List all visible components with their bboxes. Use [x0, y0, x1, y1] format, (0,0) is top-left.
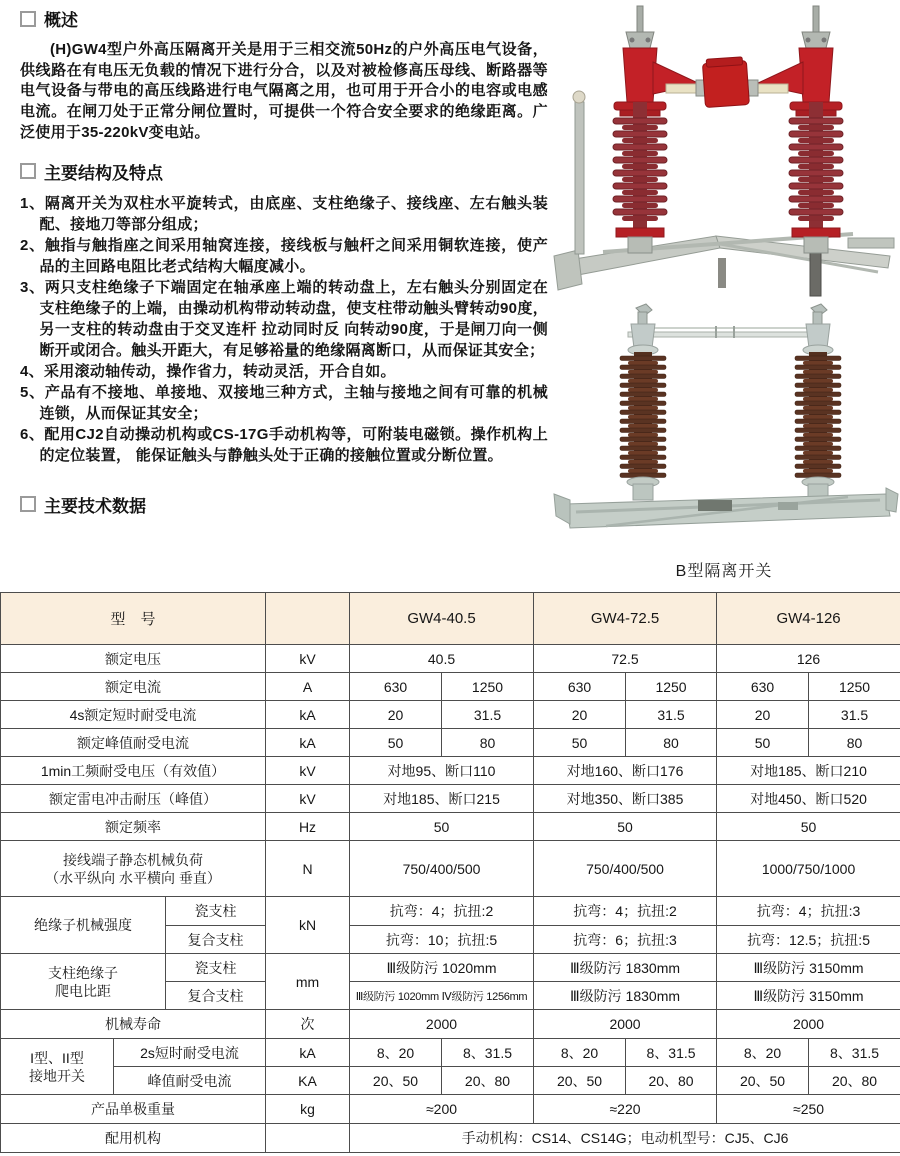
cell-value: 抗弯：12.5；抗扭:5 — [717, 926, 900, 954]
cell-value: 50 — [717, 729, 809, 757]
cell-value: 20、80 — [442, 1067, 534, 1095]
cell-value: Ⅲ级防污 3150mm — [717, 954, 900, 982]
cell-value: Ⅲ级防污 1830mm — [534, 954, 717, 982]
cell-value: Ⅲ级防污 1020mm — [350, 954, 534, 982]
cell-value: 40.5 — [350, 645, 534, 673]
photo-type-b-switch — [548, 298, 900, 556]
cell-value: 1000/750/1000 — [717, 841, 900, 897]
row-label — [1, 954, 166, 1010]
cell-value: 1250 — [809, 673, 900, 701]
cell-value: 80 — [626, 729, 717, 757]
table-row — [1, 813, 900, 841]
row-label-line1: 支柱绝缘子 — [48, 964, 118, 981]
table-row — [1, 841, 900, 897]
table-row — [1, 954, 900, 982]
row-unit: kA — [266, 1039, 350, 1067]
row-label: 绝缘子机械强度 — [1, 897, 166, 954]
row-label-line1: 接线端子静态机械负荷 — [63, 851, 203, 868]
cell-value: 630 — [534, 673, 626, 701]
feature-item: 3、两只支柱绝缘子下端固定在轴承座上端的转动盘上，左右触头分别固定在支柱绝缘子的上端，由操动机构带动转动盘，使支柱带动触头臂转动90度，另一支柱的转动盘由于交叉连杆 拉动同时反 向转动90度，于是闸刀向一侧断开或闭合。触头开距大，有足够裕量的绝缘隔离断口，从而保证其安全； — [20, 278, 548, 359]
row-unit: kN — [266, 897, 350, 954]
cell-value: 50 — [350, 813, 534, 841]
feature-item: 6、配用CJ2自动操动机构或CS-17G手动机构等，可附装电磁锁。操作机构上的定位装置， 能保证触头与静触头处于正确的接触位置或分断位置。 — [20, 425, 548, 464]
cell-value: 2000 — [717, 1010, 900, 1039]
cell-value: 630 — [350, 673, 442, 701]
cell-value: ≈220 — [534, 1095, 717, 1124]
cell-value: 50 — [717, 813, 900, 841]
cell-value: 8、20 — [717, 1039, 809, 1067]
overview-heading-label: 概述 — [44, 11, 78, 30]
cell-value: 抗弯：4；抗扭:2 — [350, 897, 534, 926]
cell-value: 20、50 — [534, 1067, 626, 1095]
row-unit: 次 — [266, 1010, 350, 1039]
row-sublabel: 2s短时耐受电流 — [114, 1039, 266, 1067]
row-label: 额定电流 — [1, 673, 266, 701]
cell-value: 抗弯：4；抗扭:3 — [717, 897, 900, 926]
row-sublabel: 复合支柱 — [166, 982, 266, 1010]
cell-value: 31.5 — [442, 701, 534, 729]
row-sublabel: 复合支柱 — [166, 926, 266, 954]
cell-value: 8、31.5 — [626, 1039, 717, 1067]
text-column — [20, 6, 548, 517]
feature-item: 4、采用滚动轴传动，操作省力，转动灵活，开合自如。 — [20, 362, 396, 380]
feature-item: 2、触指与触指座之间采用轴窝连接，接线板与触杆之间采用铜软连接，使产品的主回路电阻比老式结构大幅度减小。 — [20, 236, 548, 275]
row-unit: N — [266, 841, 350, 897]
row-label: 4s额定短时耐受电流 — [1, 701, 266, 729]
cell-value: 8、31.5 — [809, 1039, 900, 1067]
feature-item: 5、产品有不接地、单接地、双接地三种方式，主轴与接地之间有可靠的机械连锁，从而保证其安全； — [20, 383, 548, 422]
table-row — [1, 757, 900, 785]
cell-value: 20、80 — [626, 1067, 717, 1095]
row-label-line1: I型、II型 — [30, 1049, 84, 1066]
cell-value: 对地160、断口176 — [534, 757, 717, 785]
cell-value: 50 — [350, 729, 442, 757]
cell-value: 80 — [809, 729, 900, 757]
table-row — [1, 673, 900, 701]
row-unit: Hz — [266, 813, 350, 841]
table-row — [1, 897, 900, 926]
cell-value: 抗弯：10；抗扭:5 — [350, 926, 534, 954]
cell-value: 20 — [717, 701, 809, 729]
table-row — [1, 1010, 900, 1039]
cell-value: 对地185、断口215 — [350, 785, 534, 813]
cell-value: 2000 — [534, 1010, 717, 1039]
row-label: 额定频率 — [1, 813, 266, 841]
photo-type-a-switch — [548, 0, 900, 298]
features-heading — [20, 159, 548, 184]
table-row — [1, 785, 900, 813]
row-label-line2: （水平纵向 水平横向 垂直） — [45, 869, 221, 886]
row-label-line2: 爬电比距 — [55, 982, 111, 999]
cell-value: 8、31.5 — [442, 1039, 534, 1067]
cell-value: ≈200 — [350, 1095, 534, 1124]
cell-value: 抗弯：6；抗扭:3 — [534, 926, 717, 954]
table-row — [1, 645, 900, 673]
row-label: 额定峰值耐受电流 — [1, 729, 266, 757]
row-unit: kA — [266, 701, 350, 729]
row-unit: kg — [266, 1095, 350, 1124]
row-label: 机械寿命 — [1, 1010, 266, 1039]
photo-caption: B型隔离开关 — [675, 563, 773, 580]
table-header-row — [1, 593, 900, 645]
row-unit — [266, 1124, 350, 1153]
row-label: 1min工频耐受电压（有效值） — [1, 757, 266, 785]
table-row — [1, 729, 900, 757]
row-unit: kV — [266, 645, 350, 673]
model-name: GW4-72.5 — [534, 593, 717, 645]
cell-value: 对地95、断口110 — [350, 757, 534, 785]
row-unit: kV — [266, 757, 350, 785]
row-sublabel: 峰值耐受电流 — [114, 1067, 266, 1095]
row-label: 产品单极重量 — [1, 1095, 266, 1124]
cell-value: 72.5 — [534, 645, 717, 673]
photo-column — [548, 0, 900, 556]
cell-value: 20、50 — [717, 1067, 809, 1095]
cell-value: 126 — [717, 645, 900, 673]
model-header-label: 型 号 — [1, 593, 266, 645]
table-row — [1, 1067, 900, 1095]
cell-value: 750/400/500 — [534, 841, 717, 897]
table-row — [1, 1095, 900, 1124]
cell-value: ≈250 — [717, 1095, 900, 1124]
tech-data-table — [0, 592, 900, 1153]
cell-value: 20、50 — [350, 1067, 442, 1095]
cell-value: 31.5 — [809, 701, 900, 729]
cell-value: 20、80 — [809, 1067, 900, 1095]
row-label — [1, 1039, 114, 1095]
row-sublabel: 瓷支柱 — [166, 897, 266, 926]
features-list — [20, 193, 548, 466]
cell-value: 对地450、断口520 — [717, 785, 900, 813]
row-label-line2: 接地开关 — [29, 1067, 85, 1084]
cell-value: 8、20 — [534, 1039, 626, 1067]
cell-value: 8、20 — [350, 1039, 442, 1067]
row-unit: kV — [266, 785, 350, 813]
feature-item: 1、隔离开关为双柱水平旋转式，由底座、支柱绝缘子、接线座、左右触头装配、接地刀等部分组成； — [20, 194, 548, 233]
table-row — [1, 1124, 900, 1153]
row-unit: KA — [266, 1067, 350, 1095]
row-unit: mm — [266, 954, 350, 1010]
model-name: GW4-40.5 — [350, 593, 534, 645]
section-marker-icon — [20, 11, 36, 27]
row-label: 额定雷电冲击耐压（峰值） — [1, 785, 266, 813]
cell-value: 750/400/500 — [350, 841, 534, 897]
features-heading-label: 主要结构及特点 — [44, 163, 163, 183]
cell-value: 手动机构：CS14、CS14G；电动机型号：CJ5、CJ6 — [350, 1124, 900, 1153]
row-label: 额定电压 — [1, 645, 266, 673]
cell-value: 50 — [534, 813, 717, 841]
cell-value: Ⅲ级防污 1830mm — [534, 982, 717, 1010]
cell-value: 80 — [442, 729, 534, 757]
cell-value: 对地350、断口385 — [534, 785, 717, 813]
cell-value: 1250 — [442, 673, 534, 701]
row-unit: kA — [266, 729, 350, 757]
cell-value: 20 — [534, 701, 626, 729]
tech-data-heading — [20, 492, 548, 517]
cell-value: 630 — [717, 673, 809, 701]
unit-header-cell — [266, 593, 350, 645]
cell-value: Ⅲ级防污 1020mm Ⅳ级防污 1256mm — [350, 982, 534, 1010]
section-marker-icon — [20, 496, 36, 512]
overview-paragraph: (H)GW4型户外高压隔离开关是用于三相交流50Hz的户外高压电气设备，供线路在有电压无负载的情况下进行分合，以及对被检修高压母线、断路器等电气设备与带电的高压线路进行电气隔离之用，也可用于开合小的电容或电感电流。在闸刀处于正常分闸位置时，可提供一个符合安全要求的绝缘距离。广泛使用于35-220kV变电站。 — [20, 41, 548, 141]
cell-value: 抗弯：4；抗扭:2 — [534, 897, 717, 926]
section-marker-icon — [20, 163, 36, 179]
cell-value: 2000 — [350, 1010, 534, 1039]
row-label: 配用机构 — [1, 1124, 266, 1153]
tech-data-heading-label: 主要技术数据 — [44, 496, 146, 516]
row-sublabel: 瓷支柱 — [166, 954, 266, 982]
cell-value: 对地185、断口210 — [717, 757, 900, 785]
row-unit: A — [266, 673, 350, 701]
cell-value: 1250 — [626, 673, 717, 701]
cell-value: Ⅲ级防污 3150mm — [717, 982, 900, 1010]
table-row — [1, 701, 900, 729]
row-label — [1, 841, 266, 897]
cell-value: 31.5 — [626, 701, 717, 729]
cell-value: 20 — [350, 701, 442, 729]
table-row — [1, 1039, 900, 1067]
overview-heading — [20, 6, 548, 31]
cell-value: 50 — [534, 729, 626, 757]
model-name: GW4-126 — [717, 593, 900, 645]
